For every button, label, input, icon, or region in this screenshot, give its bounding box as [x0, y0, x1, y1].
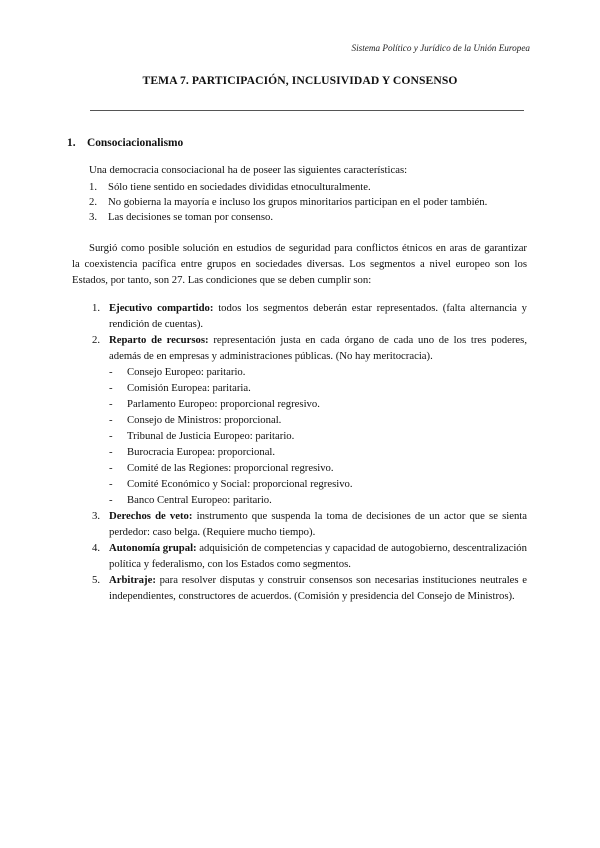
- condition-item: [87, 332, 527, 364]
- sub-item-text: Parlamento Europeo: proporcional regresivo.: [127, 398, 320, 410]
- condition-item: [87, 300, 527, 332]
- condition-term: Derechos de veto:: [109, 510, 193, 522]
- condition-number: 2.: [92, 334, 101, 346]
- characteristic-item: [89, 181, 371, 194]
- sub-item-text: Tribunal de Justicia Europeo: paritario.: [127, 430, 295, 442]
- condition-term: Ejecutivo compartido:: [109, 302, 214, 314]
- condition-text: todos los segmentos deberán estar representados. (falta alternancia y rendición de cuentas).: [109, 302, 527, 330]
- sub-item-text: Burocracia Europea: proporcional.: [127, 446, 276, 458]
- condition-item: [87, 540, 527, 572]
- condition-term: Arbitraje:: [109, 574, 156, 586]
- characteristic-number: 1.: [89, 181, 98, 193]
- characteristic-text: Sólo tiene sentido en sociedades divididas etnoculturalmente.: [108, 181, 371, 193]
- condition-term: Autonomía grupal:: [109, 542, 197, 554]
- condition-number: 3.: [92, 510, 101, 522]
- condition-item: [87, 572, 527, 604]
- characteristic-number: 3.: [89, 211, 98, 223]
- condition-text: adquisición de competencias y capacidad de autogobierno, descentralización política y federalismo, con los Estados como segmentos.: [109, 542, 527, 570]
- intro-text: Una democracia consociacional ha de poseer las siguientes características:: [89, 164, 408, 176]
- sub-item-text: Comisión Europea: paritaria.: [127, 382, 251, 394]
- section-title: Consociacionalismo: [87, 137, 184, 149]
- condition-term: Reparto de recursos:: [109, 334, 209, 346]
- paragraph-line: Estados, por tanto, son 27. Las condiciones que se deben cumplir son:: [72, 274, 372, 286]
- sub-item-text: Comité de las Regiones: proporcional regresivo.: [127, 462, 334, 474]
- paragraph-line: Surgió como posible solución en estudios de seguridad para conflictos étnicos en aras de garantizar: [89, 242, 527, 254]
- characteristic-item: [89, 211, 273, 224]
- sub-item: - Tribunal de Justicia Europeo: paritario.: [109, 430, 295, 442]
- condition-text: representación justa en cada órgano de cada uno de los tres poderes, además de en empresas y administraciones públicas. (No hay meritocracia).: [109, 334, 528, 362]
- section-number: 1.: [67, 137, 76, 149]
- condition-number: 5.: [92, 574, 101, 586]
- sub-item-text: Consejo de Ministros: proporcional.: [127, 414, 282, 426]
- sub-item-text: Consejo Europeo: paritario.: [127, 366, 246, 378]
- characteristic-number: 2.: [89, 196, 98, 208]
- sub-item-text: Comité Económico y Social: proporcional regresivo.: [127, 478, 353, 490]
- sub-item: - Comisión Europea: paritaria.: [109, 382, 251, 394]
- sub-item: - Consejo de Ministros: proporcional.: [109, 414, 282, 426]
- characteristic-item: [89, 196, 487, 209]
- condition-text: para resolver disputas y construir consensos son necesarias instituciones neutrales e independientes, constructores de acuerdos. (Comisión y presidencia del Consejo de Ministros).: [109, 574, 527, 602]
- characteristic-text: Las decisiones se toman por consenso.: [108, 211, 274, 223]
- running-header: Sistema Político y Jurídico de la Unión Europea: [351, 43, 530, 53]
- sub-item: - Parlamento Europeo: proporcional regresivo.: [109, 398, 320, 410]
- section-heading: [67, 137, 183, 149]
- page-title: TEMA 7. PARTICIPACIÓN, INCLUSIVIDAD Y CONSENSO: [142, 74, 458, 87]
- condition-number: 4.: [92, 542, 101, 554]
- condition-number: 1.: [92, 302, 101, 314]
- sub-item: - Banco Central Europeo: paritario.: [109, 494, 272, 506]
- sub-item: - Consejo Europeo: paritario.: [109, 366, 246, 378]
- characteristic-text: No gobierna la mayoría e incluso los grupos minoritarios participan en el poder también.: [108, 196, 488, 208]
- paragraph-line: la coexistencia pacífica entre grupos en sociedades diversas. Los segmentos a nivel europeo son los: [72, 258, 527, 270]
- conditions-list: [87, 300, 527, 604]
- condition-text: instrumento que suspenda la toma de decisiones de un actor que se sienta perdedor: caso belga. (Requiere mucho tiempo).: [109, 510, 527, 538]
- sub-item: - Burocracia Europea: proporcional.: [109, 446, 276, 458]
- sub-item-text: Banco Central Europeo: paritario.: [127, 494, 272, 506]
- condition-item: [87, 508, 527, 540]
- sub-item: - Comité Económico y Social: proporcional regresivo.: [109, 478, 353, 490]
- title-divider: [90, 110, 524, 111]
- sub-item: - Comité de las Regiones: proporcional regresivo.: [109, 462, 334, 474]
